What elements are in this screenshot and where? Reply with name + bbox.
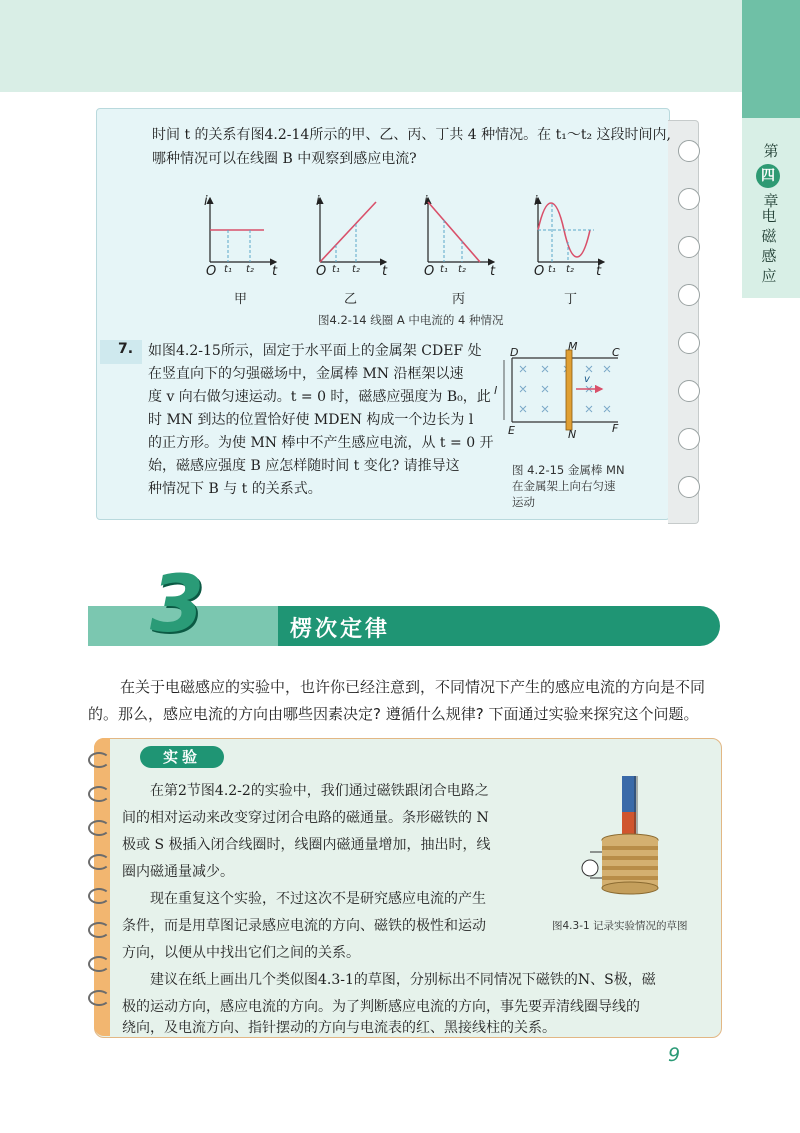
experiment-line: 建议在纸上画出几个类似图4.3-1的草图，分别标出不同情况下磁铁的N、S极，磁: [150, 972, 656, 988]
frame-label-M: M: [568, 340, 578, 353]
figure-caption-4-2-14: 图4.2-14 线圈 A 中电流的 4 种情况: [318, 313, 504, 327]
experiment-tag: 实验: [140, 746, 224, 768]
velocity-label: v: [584, 374, 590, 385]
figure-caption-4-2-15: 图 4.2-15 金属棒 MN: [512, 463, 625, 477]
ring-binder-strip: [668, 120, 699, 524]
graph-label-bing: 丙: [452, 292, 466, 307]
problem7-line: 时 MN 到达的位置恰好使 MDEN 构成一个边长为 l: [148, 412, 474, 428]
graph-label-ding: 丁: [564, 292, 578, 307]
spiral-binding: [88, 752, 110, 768]
problem7-line: 始，磁感应强度 B 应怎样随时间 t 变化? 请推导这: [148, 458, 460, 474]
binder-hole: [678, 428, 700, 450]
origin-label: O: [206, 264, 217, 279]
spiral-binding: [88, 956, 110, 972]
graph-jia: [210, 198, 276, 262]
binder-hole: [678, 188, 700, 210]
experiment-line: 条件，而是用草图记录感应电流的方向、磁铁的极性和运动: [122, 918, 486, 934]
spiral-binding: [88, 820, 110, 836]
intro-paragraph: 在关于电磁感应的实验中，也许你已经注意到，不同情况下产生的感应电流的方向是不同的。那么，感应电流的方向由哪些因素决定? 遵循什么规律? 下面通过实验来探究这个问题。: [88, 678, 706, 723]
t1-label: t₁: [440, 264, 448, 275]
problem7-line: 如图4.2-15所示，固定于水平面上的金属架 CDEF 处: [148, 343, 482, 359]
frame-label-l: l: [494, 384, 498, 397]
experiment-line: 绕向，及电流方向、指针摆动的方向与电流表的红、黑接线柱的关系。: [122, 1020, 556, 1036]
axis-i-label: i: [534, 194, 538, 209]
page-number: 9: [668, 1044, 681, 1066]
chapter-suffix: 章: [763, 192, 779, 210]
axis-i-label: i: [204, 194, 208, 209]
experiment-line: 间的相对运动来改变穿过闭合电路的磁通量。条形磁铁的 N: [122, 810, 489, 826]
experiment-line: 极的运动方向，感应电流的方向。为了判断感应电流的方向，事先要弄清线圈导线的: [122, 999, 640, 1015]
chapter-title: 电磁感应: [761, 207, 777, 285]
axis-t-label: t: [272, 264, 278, 279]
header-band: [0, 0, 800, 92]
problem7-number: 7.: [118, 341, 134, 357]
t2-label: t₂: [566, 264, 574, 275]
graph-label-yi: 乙: [344, 292, 358, 307]
frame-label-C: C: [612, 346, 620, 359]
problem6-line-2: 哪种情况可以在线圈 B 中观察到感应电流?: [152, 151, 417, 167]
spiral-binding: [88, 922, 110, 938]
figure-caption-4-3-1: 图4.3-1 记录实验情况的草图: [552, 920, 688, 932]
origin-label: O: [534, 264, 545, 279]
t1-label: t₁: [224, 264, 232, 275]
origin-label: O: [424, 264, 435, 279]
figure-caption-4-2-15: 运动: [512, 495, 535, 509]
binder-hole: [678, 140, 700, 162]
spiral-binding: [88, 854, 110, 870]
problem7-line: 的正方形。为使 MN 棒中不产生感应电流，从 t = 0 开: [148, 435, 494, 451]
experiment-line: 方向，以便从中找出它们之间的关系。: [122, 945, 360, 961]
origin-label: O: [316, 264, 327, 279]
frame-label-N: N: [568, 428, 577, 441]
experiment-line: 在第2节图4.2-2的实验中，我们通过磁铁跟闭合电路之: [150, 783, 489, 799]
axis-i-label: i: [316, 194, 320, 209]
problem7-line: 在竖直向下的匀强磁场中，金属棒 MN 沿框架以速: [148, 366, 464, 382]
axis-t-label: t: [596, 264, 602, 279]
problem7-line: 度 v 向右做匀速运动。t = 0 时，磁感应强度为 B₀，此: [148, 389, 491, 405]
graph-yi: [320, 198, 386, 262]
chapter-number-badge: 四: [756, 164, 780, 188]
binder-hole: [678, 476, 700, 498]
spiral-binding: [88, 888, 110, 904]
graph-bing: [428, 198, 494, 262]
frame-label-F: F: [612, 422, 619, 435]
axis-t-label: t: [490, 264, 496, 279]
axis-t-label: t: [382, 264, 388, 279]
problem6-line-1: 时间 t 的关系有图4.2-14所示的甲、乙、丙、丁共 4 种情况。在 t₁～t₂ 这段时间内,: [152, 127, 671, 143]
experiment-line: 圈内磁通量减少。: [122, 864, 234, 880]
experiment-line: 现在重复这个实验，不过这次不是研究感应电流的产生: [150, 891, 486, 907]
binder-hole: [678, 236, 700, 258]
binder-hole: [678, 332, 700, 354]
spiral-binding: [88, 990, 110, 1006]
graph-label-jia: 甲: [234, 292, 248, 307]
binder-hole: [678, 284, 700, 306]
chapter-prefix: 第: [763, 142, 779, 160]
frame-label-E: E: [508, 424, 515, 437]
experiment-line: 极或 S 极插入闭合线圈时，线圈内磁通量增加，抽出时，线: [122, 837, 491, 853]
graph-ding: [538, 198, 604, 262]
frame-label-D: D: [510, 346, 519, 359]
t1-label: t₁: [548, 264, 556, 275]
section-title: 楞次定律: [290, 616, 391, 642]
figure-caption-4-2-15: 在金属架上向右匀速: [512, 479, 616, 493]
t2-label: t₂: [458, 264, 466, 275]
binder-hole: [678, 380, 700, 402]
spiral-binding: [88, 786, 110, 802]
section-number: 3: [150, 560, 205, 650]
axis-i-label: i: [424, 194, 428, 209]
t2-label: t₂: [246, 264, 254, 275]
t1-label: t₁: [332, 264, 340, 275]
coil-magnet-figure: [580, 776, 700, 906]
problem7-line: 种情况下 B 与 t 的关系式。: [148, 481, 322, 497]
t2-label: t₂: [352, 264, 360, 275]
